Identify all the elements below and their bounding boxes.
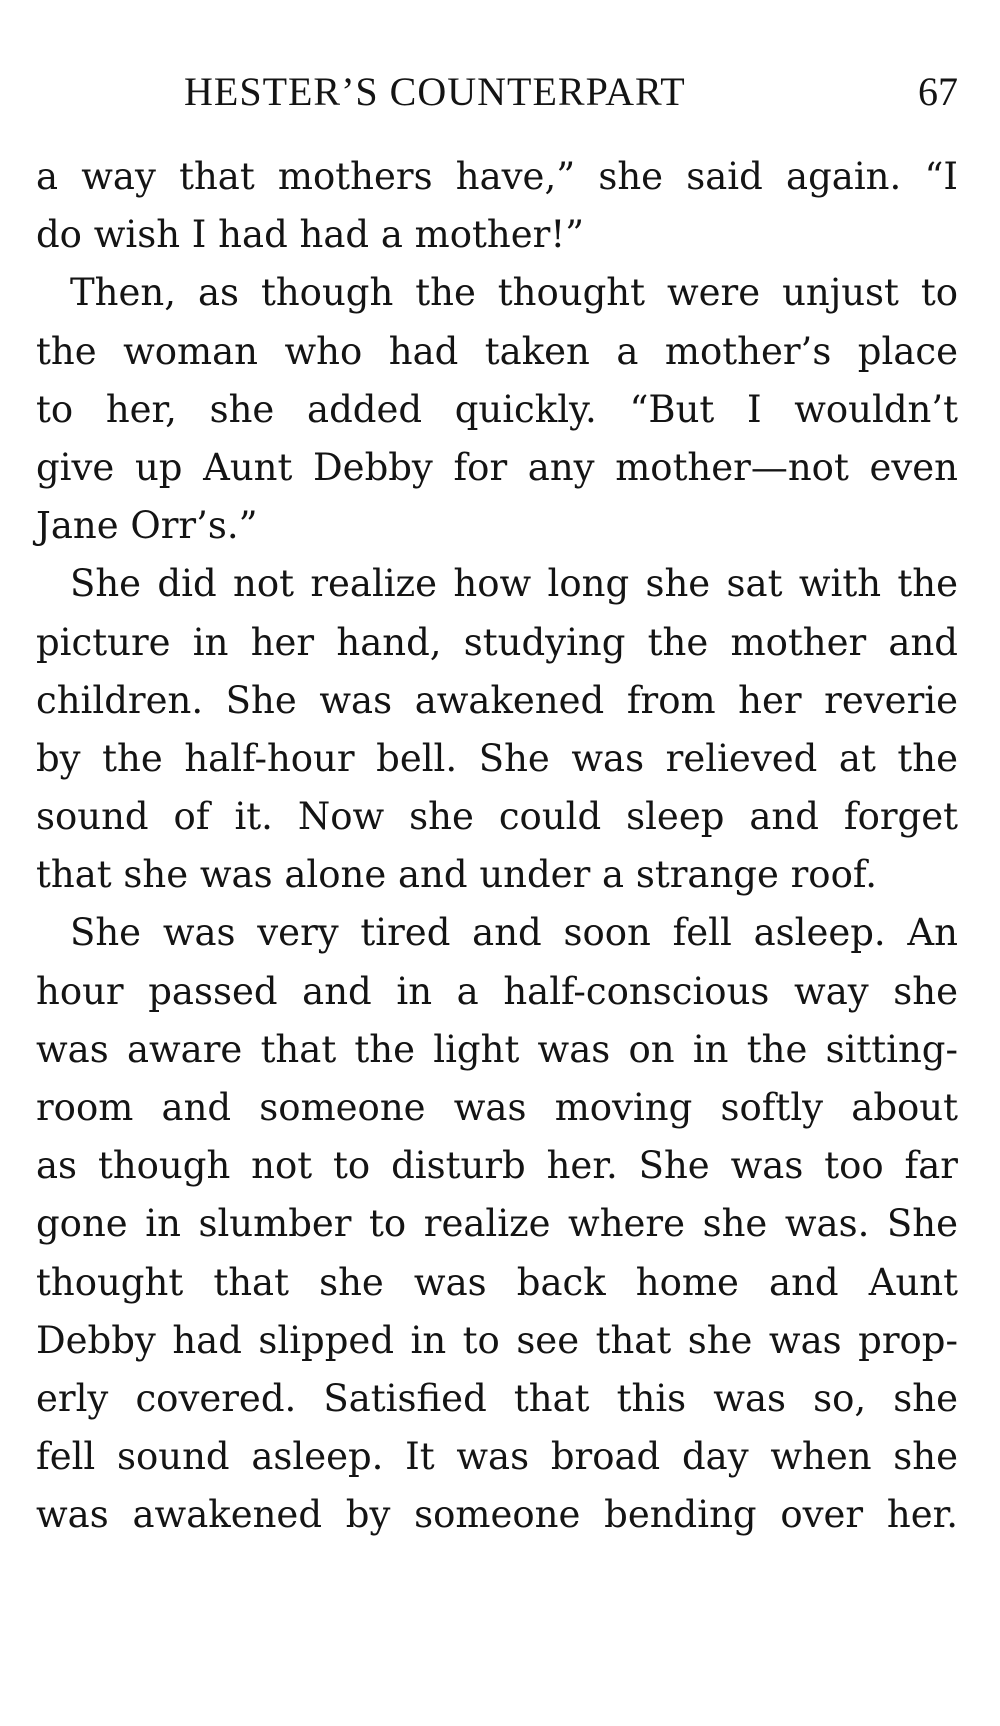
text-line: thought that she was back home and Aunt bbox=[36, 1260, 958, 1304]
text-line: children. She was awakened from her reverie bbox=[36, 678, 958, 722]
text-line: was aware that the light was on in the sitting- bbox=[36, 1027, 958, 1071]
text-line: sound of it. Now she could sleep and forget bbox=[36, 795, 958, 839]
text-line: hour passed and in a half-conscious way she bbox=[36, 969, 958, 1013]
text-line: She was very tired and soon fell asleep. An bbox=[70, 911, 958, 955]
text-line: picture in her hand, studying the mother and bbox=[36, 620, 958, 664]
text-line: give up Aunt Debby for any mother—not even bbox=[36, 445, 958, 489]
text-line: fell sound asleep. It was broad day when she bbox=[36, 1435, 958, 1479]
text-line: to her, she added quickly. “But I wouldn’t bbox=[36, 387, 958, 431]
text-line: erly covered. Satisfied that this was so, she bbox=[36, 1376, 958, 1420]
running-title: HESTER’S COUNTERPART bbox=[184, 69, 686, 114]
text-line: do wish I had had a mother!” bbox=[36, 213, 585, 257]
running-head bbox=[40, 64, 958, 120]
text-line: Debby had slipped in to see that she was prop- bbox=[36, 1318, 958, 1362]
text-line: She did not realize how long she sat with the bbox=[70, 562, 958, 606]
text-line: the woman who had taken a mother’s place bbox=[36, 329, 958, 373]
text-line: Jane Orr’s.” bbox=[36, 504, 258, 548]
text-line: was awakened by someone bending over her. bbox=[36, 1493, 958, 1537]
text-line: as though not to disturb her. She was too far bbox=[36, 1144, 958, 1188]
text-line: that she was alone and under a strange roof. bbox=[36, 853, 877, 897]
page-number: 67 bbox=[918, 69, 958, 114]
text-line: Then, as though the thought were unjust to bbox=[70, 271, 958, 315]
body-text bbox=[36, 148, 958, 1545]
text-line: room and someone was moving softly about bbox=[36, 1086, 958, 1129]
text-line: by the half-hour bell. She was relieved at the bbox=[36, 736, 958, 780]
text-line: gone in slumber to realize where she was. She bbox=[36, 1202, 958, 1246]
text-line: a way that mothers have,” she said again. “I bbox=[36, 155, 958, 198]
